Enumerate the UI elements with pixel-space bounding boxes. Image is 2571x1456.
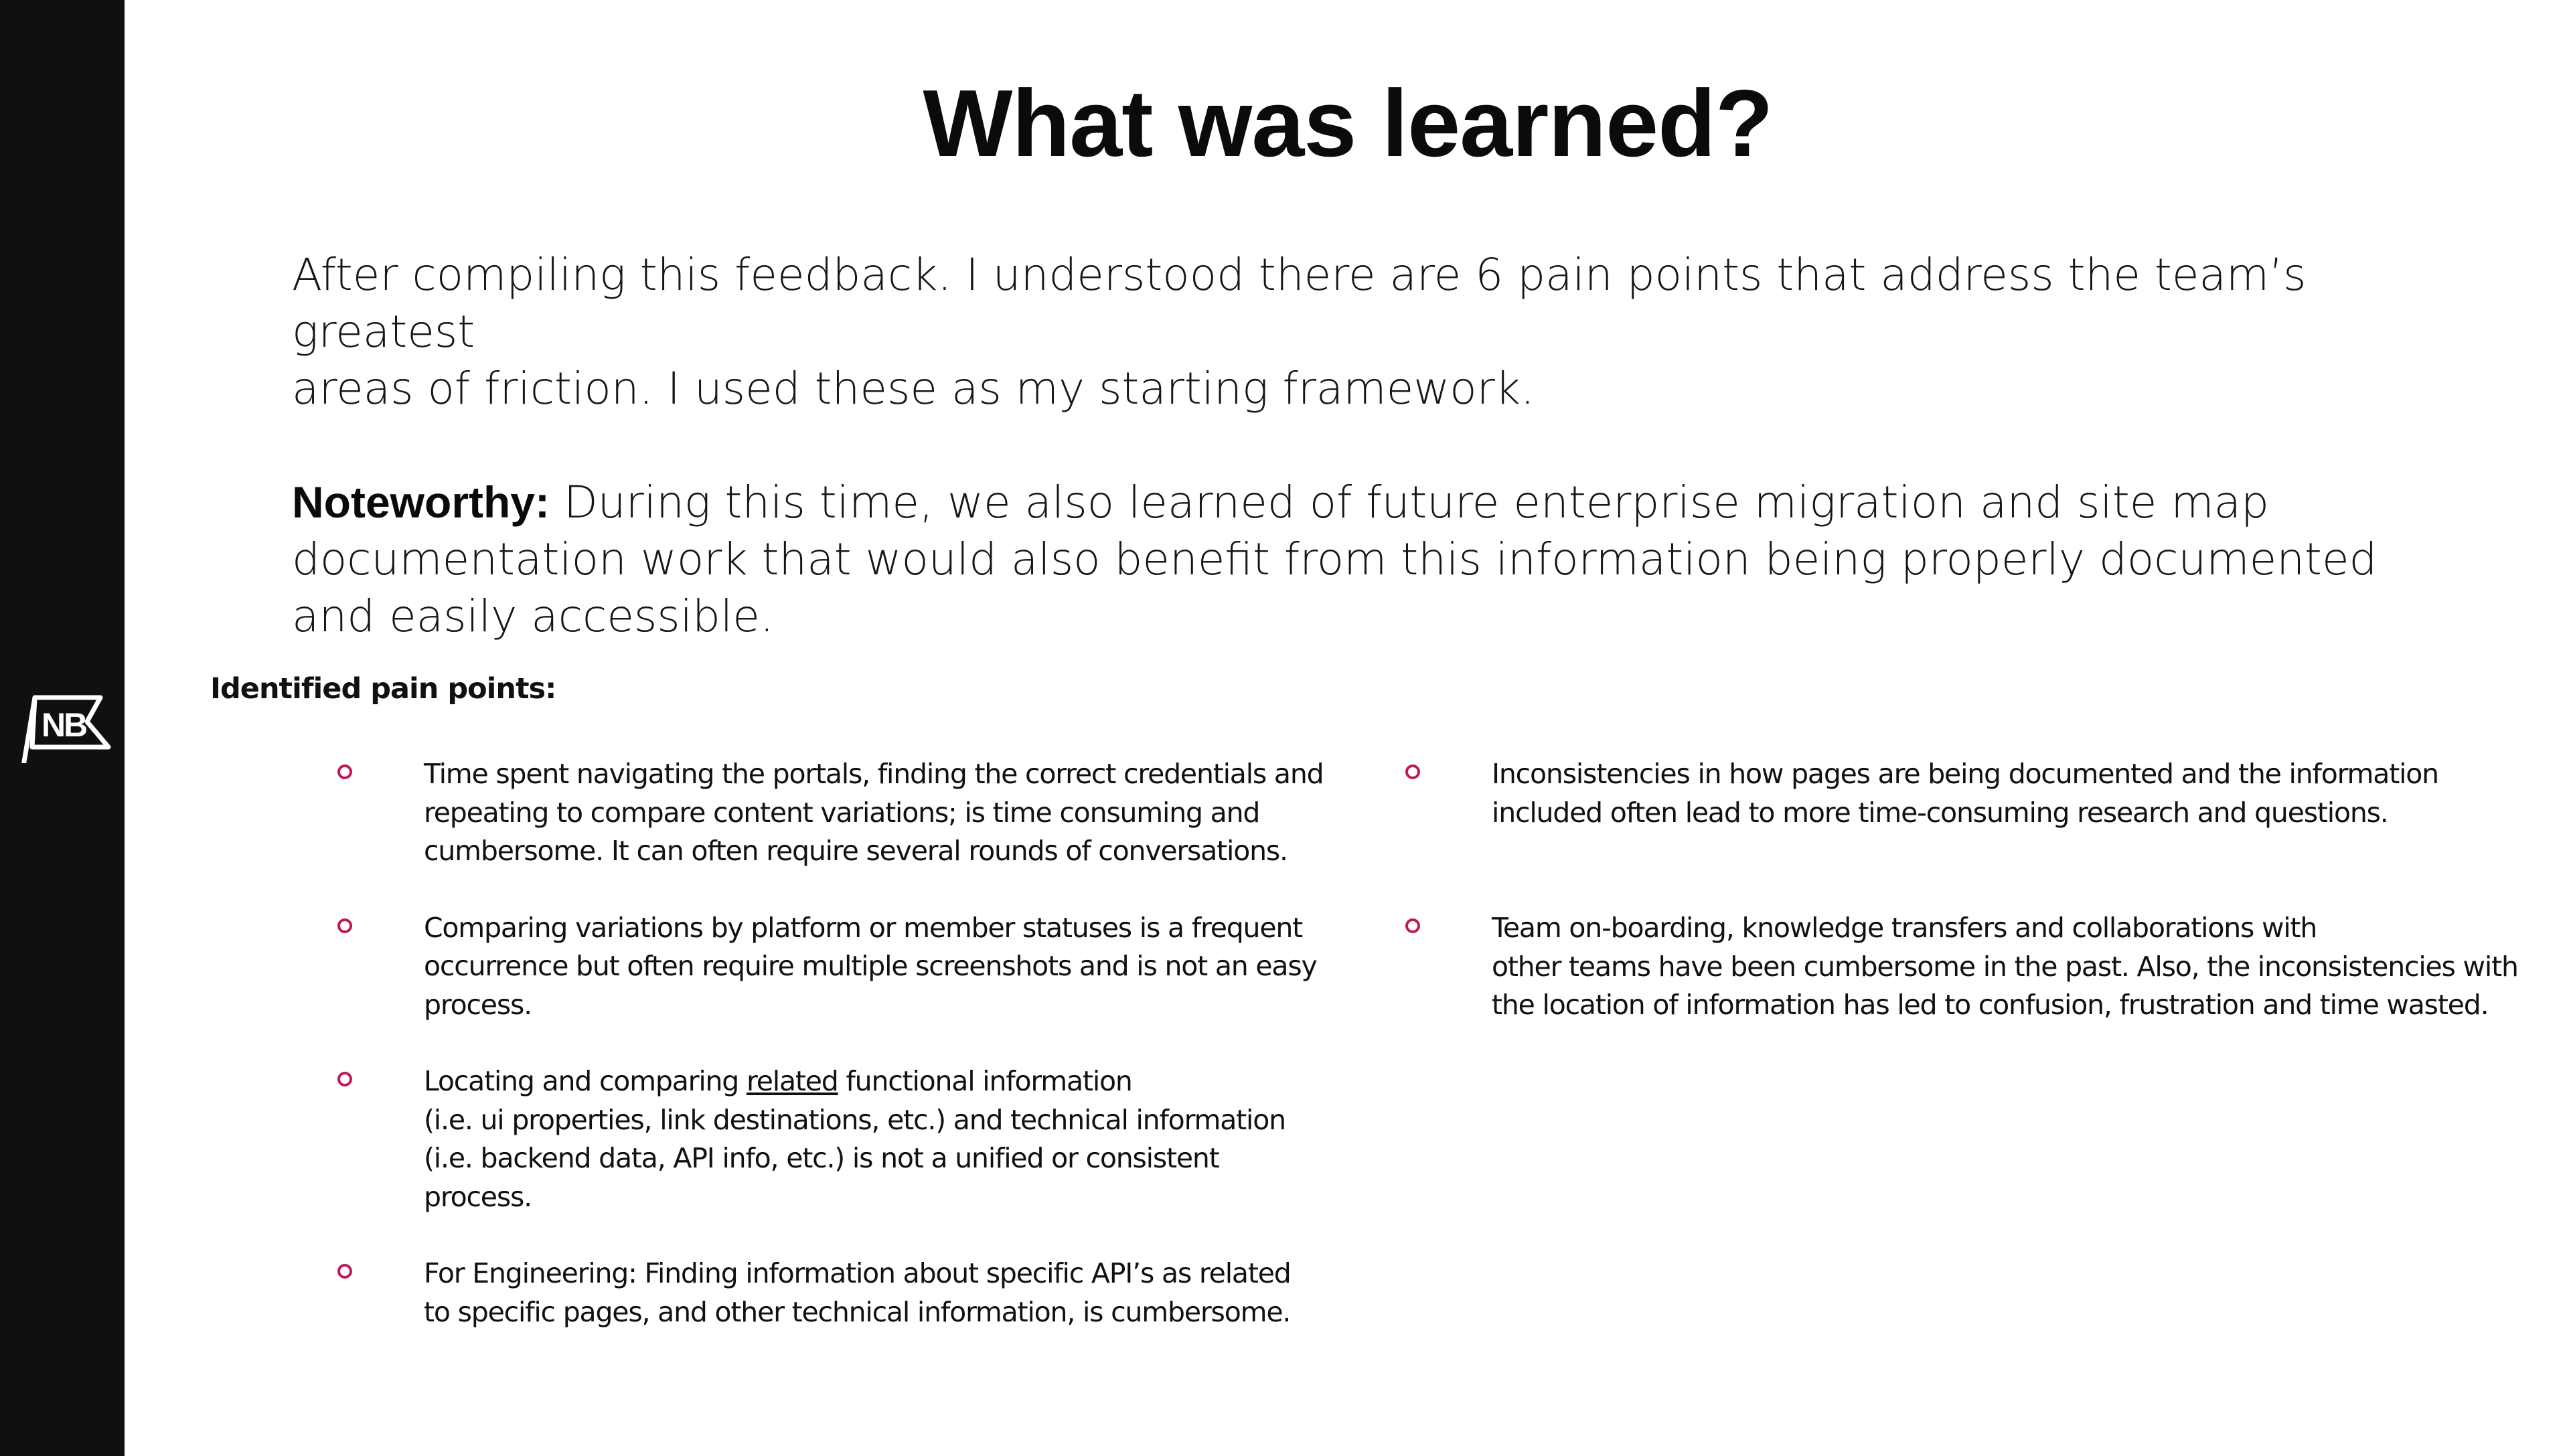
pain-point-line: cumbersome. It can often require several rounds of conversations. [424,835,1288,867]
pain-point-item [335,1255,1346,1331]
intro-text [292,246,2501,645]
circle-bullet-icon [1405,918,1420,933]
circle-bullet-icon [337,1072,352,1086]
circle-bullet-icon [337,764,352,779]
pain-point-line: Time spent navigating the portals, finding the correct credentials and [424,758,1324,790]
pain-points-heading: Identified pain points: [210,672,556,706]
circle-bullet-icon [337,1264,352,1279]
noteworthy-line-3: and easily accessible. [292,590,774,642]
pain-point-item [335,909,1346,1025]
noteworthy-line-1 [292,474,2501,531]
pain-point-line: process. [424,1180,532,1213]
nb-flag-logo-icon [15,683,114,763]
pain-point-text: Locating and comparing [424,1065,747,1097]
noteworthy-text: During this time, we also learned of future enterprise migration and site map [549,477,2269,528]
pain-point-item [335,755,1346,871]
left-sidebar [0,0,125,1456]
pain-point-line: to specific pages, and other technical information, is cumbersome. [424,1295,1291,1328]
circle-bullet-icon [337,918,352,933]
pain-point-line: (i.e. backend data, API info, etc.) is not a unified or consistent [424,1142,1219,1174]
pain-point-line: included often lead to more time-consuming research and questions. [1492,796,2388,829]
underlined-word: related [746,1065,838,1097]
page-title: What was learned? [923,70,1773,177]
pain-points-left-column [335,755,1346,1370]
pain-point-line: Comparing variations by platform or member statuses is a frequent [424,911,1303,944]
intro-line-1: After compiling this feedback. I understood there are 6 pain points that address the team’s greatest [292,249,2307,357]
pain-point-item [1403,909,2541,1025]
pain-point-text: functional information [838,1065,1132,1097]
pain-point-item [335,1062,1346,1216]
logo-text: NB [42,706,86,744]
intro-line-2: areas of friction. I used these as my starting framework. [292,363,1535,414]
pain-point-line: occurrence but often require multiple screenshots and is not an easy [424,950,1317,982]
pain-point-line [424,1062,1346,1101]
pain-point-line: repeating to compare content variations; is time consuming and [424,796,1260,829]
pain-point-line: process. [424,988,532,1021]
pain-point-line: Team on-boarding, knowledge transfers and collaborations with [1492,912,2317,944]
paragraph-gap [292,417,2501,474]
noteworthy-label: Noteworthy: [292,477,550,527]
noteworthy-line-2: documentation work that would also benefit from this information being properly documented [292,534,2378,585]
pain-point-line: (i.e. ui properties, link destinations, etc.) and technical information [424,1103,1286,1136]
pain-point-line: Inconsistencies in how pages are being documented and the information [1492,758,2438,790]
pain-point-item [1403,755,2541,832]
pain-point-line: For Engineering: Finding information about specific API’s as related [424,1257,1291,1289]
pain-point-line: the location of information has led to confusion, frustration and time wasted. [1492,989,2489,1021]
circle-bullet-icon [1405,764,1420,779]
pain-points-right-column [1403,755,2541,1025]
pain-point-line: other teams have been cumbersome in the past. Also, the inconsistencies with [1492,950,2518,983]
